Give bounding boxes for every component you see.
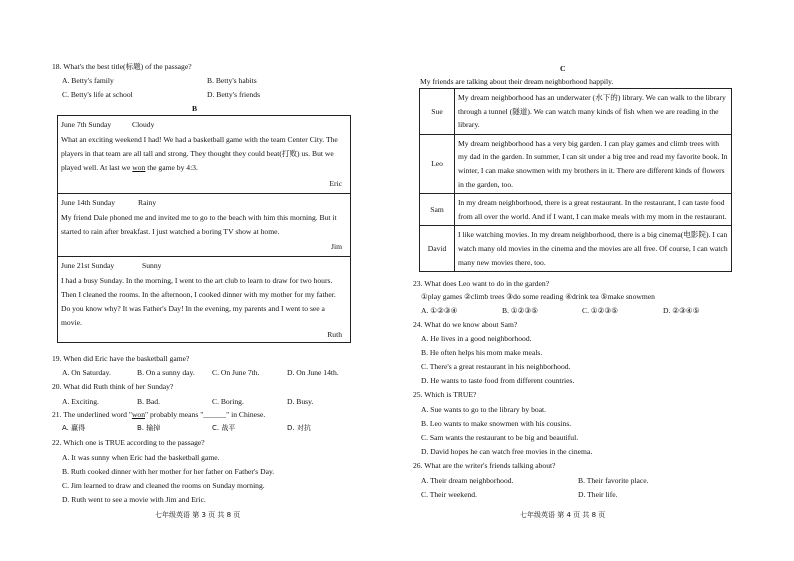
entry-2-line-2: started to rain after breakfast. I just watched a boring TV show at home.: [61, 227, 280, 236]
friend-name-leo: Leo: [420, 134, 455, 193]
table-row: [420, 226, 732, 272]
entry-1-line-3: played well. At last we won the game by 4:3.: [61, 163, 198, 172]
q23-option-c: C. ①②③⑤: [582, 306, 619, 315]
entry-2-line-1: My friend Dale phoned me and invited me to go to the beach with him this morning. But it: [61, 213, 337, 222]
q21-option-c: C. 战平: [212, 424, 236, 432]
q20-stem: 20. What did Ruth think of her Sunday?: [52, 382, 174, 391]
q24-option-a: A. He lives in a good neighborhood.: [421, 334, 532, 343]
footer-right-page-number: 七年级英语 第 4 页 共 8 页: [520, 511, 606, 519]
q18-option-d: D. Betty's friends: [207, 90, 261, 99]
entry-3-line-2: Then I cleaned the rooms. In the afternoon, I cooked dinner with my mother for my father.: [61, 290, 336, 299]
q26-option-a: A. Their dream neighborhood.: [421, 476, 514, 485]
entry-3-line-1: I had a busy Sunday. In the morning, I went to the art club to learn to draw for two hours.: [61, 276, 333, 285]
q19-option-a: A. On Saturday.: [62, 368, 111, 377]
q19-stem: 19. When did Eric have the basketball game?: [52, 354, 190, 363]
q21-option-d: D. 对抗: [287, 424, 311, 432]
q23-stem: 23. What does Leo want to do in the garden?: [413, 279, 550, 288]
diary-entry-1: [58, 118, 350, 192]
q22-option-c: C. Jim learned to draw and cleaned the rooms on Sunday morning.: [62, 481, 265, 490]
q20-option-a: A. Exciting.: [62, 397, 99, 406]
friend-text-leo: My dream neighborhood has a very big garden. I can play games and climb trees with my dad in the garden. In summer, I can sit under a big tree and read my favorite book. In winter, I can make snowmen with my brothers in it. There are different kinds of flowers in the garden, too.: [455, 134, 732, 193]
friend-text-sue: My dream neighborhood has an underwater (水下的) library. We can walk to the library through a tunnel (隧道). We can watch many kinds of fish when we are reading in the library.: [455, 89, 732, 135]
q18-option-b: B. Betty's habits: [207, 76, 257, 85]
entry-3-line-3: Do you know why? It was Father's Day! In the evening, my parents and I went to see a: [61, 304, 325, 313]
q25-option-d: D. David hopes he can watch free movies in the cinema.: [421, 447, 593, 456]
friend-text-sam: In my dream neighborhood, there is a great restaurant. In the restaurant, I can taste food from all over the world. And if I want, I can make meals with my mom in the restaurant.: [455, 194, 732, 226]
q24-option-d: D. He wants to taste food from different countries.: [421, 376, 575, 385]
friend-name-sam: Sam: [420, 194, 455, 226]
q24-stem: 24. What do we know about Sam?: [413, 320, 518, 329]
q19-option-b: B. On a sunny day.: [137, 368, 195, 377]
friend-name-david: David: [420, 226, 455, 272]
q20-option-c: C. Boring.: [212, 397, 244, 406]
entry-3-author: Ruth: [327, 330, 342, 339]
q21-option-b: B. 输掉: [137, 424, 161, 432]
diary-entry-2: [58, 193, 350, 256]
q26-option-c: C. Their weekend.: [421, 490, 477, 499]
q24-option-b: B. He often helps his mom make meals.: [421, 348, 543, 357]
footer-left-page-number: 七年级英语 第 3 页 共 8 页: [155, 511, 241, 519]
q25-stem: 25. Which is TRUE?: [413, 390, 477, 399]
q23-option-b: B. ①②③⑤: [502, 306, 539, 315]
entry-1-line-2: players in that team are all tall and strong. They thought they could beat(打败) us. But we: [61, 149, 334, 158]
q25-option-a: A. Sue wants to go to the library by boat.: [421, 405, 547, 414]
entry-1-date: June 7th Sunday: [61, 120, 112, 129]
q18-option-a: A. Betty's family: [62, 76, 114, 85]
friend-text-david: I like watching movies. In my dream neighborhood, there is a big cinema(电影院). I can watch many old movies in the cinema and the movies are all free. Of course, I can watch many new movies there, too.: [455, 226, 732, 272]
q23-option-a: A. ①②③④: [421, 306, 458, 315]
q26-option-b: B. Their favorite place.: [578, 476, 649, 485]
q22-stem: 22. Which one is TRUE according to the passage?: [52, 438, 205, 447]
friends-table: [419, 88, 732, 272]
q24-option-c: C. There's a great restaurant in his neighborhood.: [421, 362, 571, 371]
q26-option-d: D. Their life.: [578, 490, 618, 499]
q23-items: ①play games ②climb trees ③do some reading ④drink tea ⑤make snowmen: [421, 292, 655, 301]
entry-3-line-4: movie.: [61, 318, 82, 327]
table-row: [420, 89, 732, 135]
q19-option-c: C. On June 7th.: [212, 368, 260, 377]
q21-option-a: A. 赢得: [62, 424, 86, 432]
q22-option-d: D. Ruth went to see a movie with Jim and Eric.: [62, 495, 206, 504]
q18-stem: 18. What's the best title(标题) of the passage?: [52, 62, 192, 71]
table-row: [420, 134, 732, 193]
section-b-label: B: [192, 104, 198, 113]
q23-option-d: D. ②③④⑤: [663, 306, 700, 315]
q19-option-d: D. On June 14th.: [287, 368, 339, 377]
section-c-label: C: [560, 64, 566, 73]
entry-3-weather: Sunny: [142, 261, 162, 270]
q20-option-d: D. Busy.: [287, 397, 314, 406]
entry-1-weather: Cloudy: [132, 120, 155, 129]
q25-option-b: B. Leo wants to make snowmen with his cousins.: [421, 419, 572, 428]
q25-option-c: C. Sam wants the restaurant to be big and beautiful.: [421, 433, 579, 442]
table-row: [420, 194, 732, 226]
underlined-word-won: won: [132, 163, 146, 172]
friend-name-sue: Sue: [420, 89, 455, 135]
q22-option-a: A. It was sunny when Eric had the basketball game.: [62, 453, 220, 462]
entry-1-author: Eric: [329, 179, 342, 188]
entry-2-weather: Rainy: [138, 198, 157, 207]
entry-2-author: Jim: [331, 242, 342, 251]
q26-stem: 26. What are the writer's friends talking about?: [413, 461, 556, 470]
diary-box: [57, 115, 351, 343]
section-c-intro: My friends are talking about their dream neighborhood happily.: [420, 77, 614, 86]
q21-stem: 21. The underlined word "won" probably means "______" in Chinese.: [52, 410, 266, 419]
diary-entry-3: [58, 256, 350, 343]
q18-option-c: C. Betty's life at school: [62, 90, 133, 99]
entry-2-date: June 14th Sunday: [61, 198, 115, 207]
entry-3-date: June 21st Sunday: [61, 261, 115, 270]
q20-option-b: B. Bad.: [137, 397, 160, 406]
entry-1-line-1: What an exciting weekend I had! We had a basketball game with the team Center City. The: [61, 135, 338, 144]
q22-option-b: B. Ruth cooked dinner with her mother for her father on Father's Day.: [62, 467, 275, 476]
